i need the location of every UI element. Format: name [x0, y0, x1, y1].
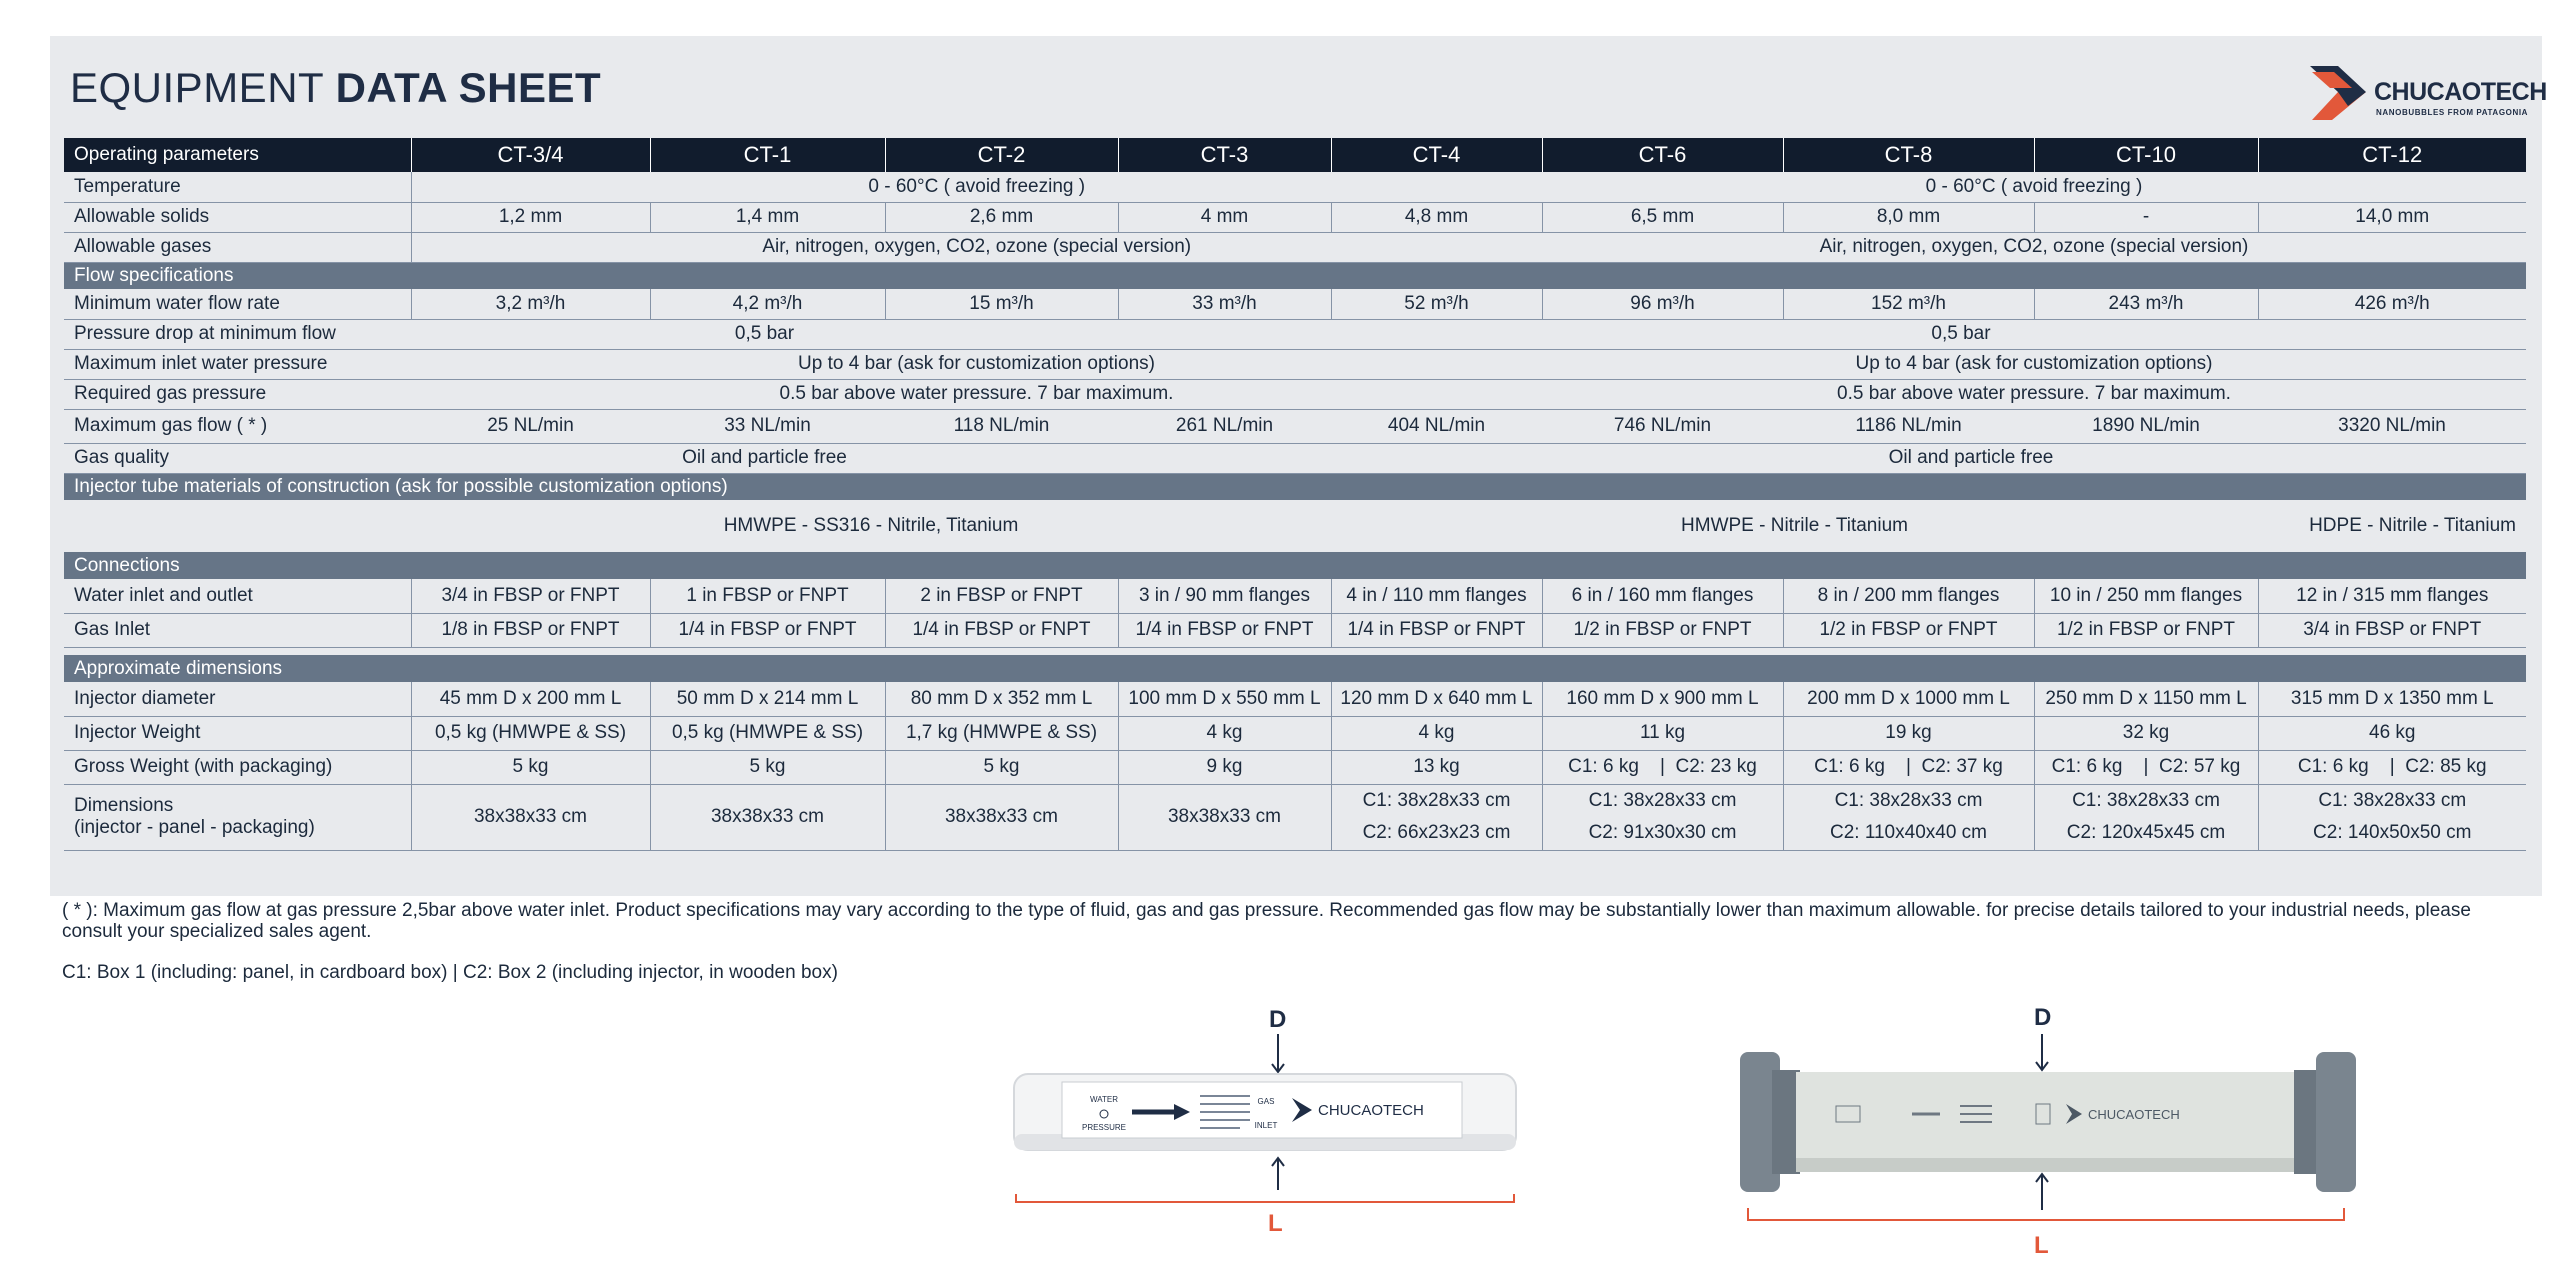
- row-label-empty: [64, 500, 411, 552]
- model-header: CT-12: [2258, 138, 2526, 172]
- table-row-gas-pressure: [64, 379, 2526, 409]
- table-cell: 120 mm D x 640 mm L: [1331, 682, 1542, 716]
- table-cell: 4 mm: [1118, 202, 1331, 232]
- section-header-materials: [64, 473, 2526, 500]
- logo-tagline: NANOBUBBLES FROM PATAGONIA: [2376, 108, 2529, 117]
- table-cell: 10 in / 250 mm flanges: [2034, 579, 2258, 613]
- model-header: CT-8: [1783, 138, 2034, 172]
- box-legend-note: C1: Box 1 (including: panel, in cardboard box) | C2: Box 2 (including injector, in wooden box): [62, 962, 838, 983]
- table-row-dimensions: [64, 784, 2526, 850]
- table-cell: 80 mm D x 352 mm L: [885, 682, 1118, 716]
- table-row-max-gas-flow: [64, 409, 2526, 443]
- table-gap: [64, 647, 2526, 655]
- table-cell: 9 kg: [1118, 750, 1331, 784]
- table-cell: 4 kg: [1118, 716, 1331, 750]
- table-cell: 0.5 bar above water pressure. 7 bar maximum.: [411, 379, 1542, 409]
- table-cell: 38x38x33 cm: [411, 784, 650, 850]
- row-label: Injector Weight: [64, 716, 411, 750]
- table-cell: 25 NL/min: [411, 409, 650, 443]
- table-row-injector-diameter: [64, 682, 2526, 716]
- table-cell: 1/2 in FBSP or FNPT: [1783, 613, 2034, 647]
- table-cell: Air, nitrogen, oxygen, CO2, ozone (special version): [1542, 232, 2526, 262]
- table-cell: 4,8 mm: [1331, 202, 1542, 232]
- table-cell: 1,2 mm: [411, 202, 650, 232]
- table-row-solids: [64, 202, 2526, 232]
- table-cell: 100 mm D x 550 mm L: [1118, 682, 1331, 716]
- dimension-c2: C2: 91x30x30 cm: [1588, 822, 1737, 843]
- title-bold: DATA SHEET: [335, 64, 602, 111]
- table-cell: 19 kg: [1783, 716, 2034, 750]
- table-cell: 33 NL/min: [650, 409, 885, 443]
- table-cell: C1: 6 kg | C2: 85 kg: [2258, 750, 2526, 784]
- table-row-temperature: [64, 172, 2526, 202]
- diagram-large-l-label: L: [2034, 1232, 2049, 1259]
- table-cell: -: [2034, 202, 2258, 232]
- table-cell: 1/4 in FBSP or FNPT: [885, 613, 1118, 647]
- table-row-materials: [64, 500, 2526, 552]
- table-cell: 6,5 mm: [1542, 202, 1783, 232]
- dimension-c2: C2: 66x23x23 cm: [1362, 822, 1511, 843]
- table-cell: 1/4 in FBSP or FNPT: [1331, 613, 1542, 647]
- table-cell: 52 m³/h: [1331, 289, 1542, 319]
- diagram-small-d-label: D: [1269, 1006, 1287, 1033]
- table-cell: 152 m³/h: [1783, 289, 2034, 319]
- header-operating-parameters: Operating parameters: [64, 138, 411, 172]
- brand-logo: [2308, 62, 2548, 124]
- large-injector-illustration: [1736, 1030, 2356, 1230]
- table-cell: [1331, 784, 1542, 850]
- table-cell: 50 mm D x 214 mm L: [650, 682, 885, 716]
- table-cell: [2034, 784, 2258, 850]
- table-cell: C1: 6 kg | C2: 37 kg: [1783, 750, 2034, 784]
- inlet-label: INLET: [1254, 1121, 1278, 1130]
- model-header: CT-10: [2034, 138, 2258, 172]
- table-cell: 1,4 mm: [650, 202, 885, 232]
- table-cell: 1/8 in FBSP or FNPT: [411, 613, 650, 647]
- table-cell: 2,6 mm: [885, 202, 1118, 232]
- row-label: [64, 784, 411, 850]
- gas-label: GAS: [1257, 1097, 1275, 1106]
- table-cell: 8,0 mm: [1783, 202, 2034, 232]
- table-cell: 0,5 bar: [411, 319, 1118, 349]
- model-header: CT-2: [885, 138, 1118, 172]
- table-row-gases: [64, 232, 2526, 262]
- logo-wordmark: CHUCAOTECH: [2374, 78, 2547, 106]
- table-cell: 200 mm D x 1000 mm L: [1783, 682, 2034, 716]
- table-row-gross-weight: [64, 750, 2526, 784]
- table-row-water-io: [64, 579, 2526, 613]
- table-cell: Up to 4 bar (ask for customization options): [1542, 349, 2526, 379]
- dimension-c2: C2: 140x50x50 cm: [2313, 822, 2472, 843]
- table-cell: 13 kg: [1331, 750, 1542, 784]
- dimension-c1: C1: 38x28x33 cm: [1588, 790, 1737, 811]
- row-label-line1: Dimensions: [74, 795, 174, 816]
- row-label-line2: (injector - panel - packaging): [74, 817, 315, 838]
- table-cell: 0,5 bar: [1118, 319, 2526, 349]
- table-row-gas-quality: [64, 443, 2526, 473]
- model-header: CT-3/4: [411, 138, 650, 172]
- row-label: Minimum water flow rate: [64, 289, 411, 319]
- table-cell: Oil and particle free: [1118, 443, 2526, 473]
- dimension-c1: C1: 38x28x33 cm: [2072, 790, 2220, 811]
- table-cell: 3/4 in FBSP or FNPT: [2258, 613, 2526, 647]
- table-cell: C1: 6 kg | C2: 23 kg: [1542, 750, 1783, 784]
- table-cell: 11 kg: [1542, 716, 1783, 750]
- table-row-max-inlet: [64, 349, 2526, 379]
- table-cell: Air, nitrogen, oxygen, CO2, ozone (special version): [411, 232, 1542, 262]
- table-cell: 2 in FBSP or FNPT: [885, 579, 1118, 613]
- table-cell: 38x38x33 cm: [885, 784, 1118, 850]
- table-cell: [2258, 784, 2526, 850]
- model-header: CT-6: [1542, 138, 1783, 172]
- table-cell: 32 kg: [2034, 716, 2258, 750]
- table-cell: 160 mm D x 900 mm L: [1542, 682, 1783, 716]
- table-cell: HMWPE - Nitrile - Titanium: [1681, 515, 1908, 536]
- table-cell: 118 NL/min: [885, 409, 1118, 443]
- table-cell: 45 mm D x 200 mm L: [411, 682, 650, 716]
- table-cell: 0 - 60°C ( avoid freezing ): [1542, 172, 2526, 202]
- row-label: Allowable solids: [64, 202, 411, 232]
- table-header-row: [64, 138, 2526, 172]
- table-row-gas-inlet: [64, 613, 2526, 647]
- table-cell: 8 in / 200 mm flanges: [1783, 579, 2034, 613]
- table-cell: 1/2 in FBSP or FNPT: [2034, 613, 2258, 647]
- large-injector-brand-label: CHUCAOTECH: [2088, 1107, 2180, 1122]
- table-cell: 1/4 in FBSP or FNPT: [1118, 613, 1331, 647]
- table-cell: 0 - 60°C ( avoid freezing ): [411, 172, 1542, 202]
- model-header: CT-3: [1118, 138, 1331, 172]
- row-label: Injector diameter: [64, 682, 411, 716]
- table-cell: 5 kg: [885, 750, 1118, 784]
- footnote: ( * ): Maximum gas flow at gas pressure 2,5bar above water inlet. Product specifications may vary according to the type of fluid, gas and gas pressure. Recommended gas flow may be substantially lower than maximum allowable. for precise details tailored to your industrial needs, please consult your specialized sales agent.: [62, 900, 2471, 942]
- dimension-c2: C2: 120x45x45 cm: [2066, 822, 2226, 843]
- table-cell: 6 in / 160 mm flanges: [1542, 579, 1783, 613]
- table-cell: 3 in / 90 mm flanges: [1118, 579, 1331, 613]
- table-cell: Up to 4 bar (ask for customization options): [411, 349, 1542, 379]
- table-row-min-flow: [64, 289, 2526, 319]
- model-header: CT-4: [1331, 138, 1542, 172]
- table-cell: 1/2 in FBSP or FNPT: [1542, 613, 1783, 647]
- section-title: Connections: [64, 552, 2526, 579]
- injector-brand-label: CHUCAOTECH: [1318, 1102, 1424, 1119]
- table-cell: C1: 6 kg | C2: 57 kg: [2034, 750, 2258, 784]
- table-cell: HDPE - Nitrile - Titanium: [2309, 515, 2516, 536]
- table-cell: 426 m³/h: [2258, 289, 2526, 319]
- row-label: Allowable gases: [64, 232, 411, 262]
- row-label: Gross Weight (with packaging): [64, 750, 411, 784]
- section-header-flow: [64, 262, 2526, 289]
- spacer: [64, 647, 2526, 655]
- table-cell: 746 NL/min: [1542, 409, 1783, 443]
- table-cell: 12 in / 315 mm flanges: [2258, 579, 2526, 613]
- dimension-c2: C2: 110x40x40 cm: [1829, 822, 1987, 843]
- table-cell: 250 mm D x 1150 mm L: [2034, 682, 2258, 716]
- water-label: WATER: [1090, 1095, 1118, 1104]
- table-cell: 38x38x33 cm: [1118, 784, 1331, 850]
- table-cell: 3/4 in FBSP or FNPT: [411, 579, 650, 613]
- section-header-connections: [64, 552, 2526, 579]
- pressure-label: PRESSURE: [1081, 1123, 1127, 1132]
- table-cell: Oil and particle free: [411, 443, 1118, 473]
- table-cell: 1 in FBSP or FNPT: [650, 579, 885, 613]
- title-light: EQUIPMENT: [70, 64, 324, 111]
- diagram-large-d-label: D: [2034, 1004, 2052, 1031]
- table-cell: 38x38x33 cm: [650, 784, 885, 850]
- table-cell: 33 m³/h: [1118, 289, 1331, 319]
- table-cell: 3320 NL/min: [2258, 409, 2526, 443]
- dimension-c1: C1: 38x28x33 cm: [1834, 790, 1983, 811]
- row-label: Required gas pressure: [64, 379, 411, 409]
- row-label: Maximum inlet water pressure: [64, 349, 411, 379]
- table-cell: 5 kg: [650, 750, 885, 784]
- table-cell: 14,0 mm: [2258, 202, 2526, 232]
- table-cell: 0,5 kg (HMWPE & SS): [411, 716, 650, 750]
- row-label: Water inlet and outlet: [64, 579, 411, 613]
- table-cell: 315 mm D x 1350 mm L: [2258, 682, 2526, 716]
- row-label: Maximum gas flow ( * ): [64, 409, 411, 443]
- table-cell: 1186 NL/min: [1783, 409, 2034, 443]
- row-label: Gas Inlet: [64, 613, 411, 647]
- table-cell: 4 kg: [1331, 716, 1542, 750]
- row-label: Gas quality: [64, 443, 411, 473]
- table-cell: [1783, 784, 2034, 850]
- table-cell: 0.5 bar above water pressure. 7 bar maximum.: [1542, 379, 2526, 409]
- section-header-dimensions: [64, 655, 2526, 682]
- table-cell: 4 in / 110 mm flanges: [1331, 579, 1542, 613]
- dimension-c1: C1: 38x28x33 cm: [2318, 790, 2467, 811]
- table-cell: 1890 NL/min: [2034, 409, 2258, 443]
- table-row-injector-weight: [64, 716, 2526, 750]
- table-cell: 46 kg: [2258, 716, 2526, 750]
- table-cell: 243 m³/h: [2034, 289, 2258, 319]
- table-cell: 261 NL/min: [1118, 409, 1331, 443]
- section-title: Flow specifications: [64, 262, 2526, 289]
- table-cell: [1542, 784, 1783, 850]
- table-cell: 5 kg: [411, 750, 650, 784]
- row-label: Temperature: [64, 172, 411, 202]
- table-row-pressure-drop: [64, 319, 2526, 349]
- model-header: CT-1: [650, 138, 885, 172]
- table-cell: 4,2 m³/h: [650, 289, 885, 319]
- table-cell: HMWPE - SS316 - Nitrile, Titanium: [723, 515, 1019, 536]
- section-title: Injector tube materials of construction (ask for possible customization options): [64, 473, 2526, 500]
- table-cell: 1/4 in FBSP or FNPT: [650, 613, 885, 647]
- small-injector-illustration: [1010, 1030, 1530, 1210]
- page-title: [70, 64, 601, 112]
- table-cell: 404 NL/min: [1331, 409, 1542, 443]
- table-cell: 0,5 kg (HMWPE & SS): [650, 716, 885, 750]
- table-cell: 96 m³/h: [1542, 289, 1783, 319]
- section-title: Approximate dimensions: [64, 655, 2526, 682]
- specifications-table: [64, 138, 2526, 851]
- table-cell: 15 m³/h: [885, 289, 1118, 319]
- table-cell: 1,7 kg (HMWPE & SS): [885, 716, 1118, 750]
- dimension-c1: C1: 38x28x33 cm: [1362, 790, 1511, 811]
- row-label: Pressure drop at minimum flow: [64, 319, 411, 349]
- chucaotech-bird-logo-icon: [2308, 62, 2370, 122]
- table-cell: 3,2 m³/h: [411, 289, 650, 319]
- diagram-small-l-label: L: [1268, 1210, 1283, 1237]
